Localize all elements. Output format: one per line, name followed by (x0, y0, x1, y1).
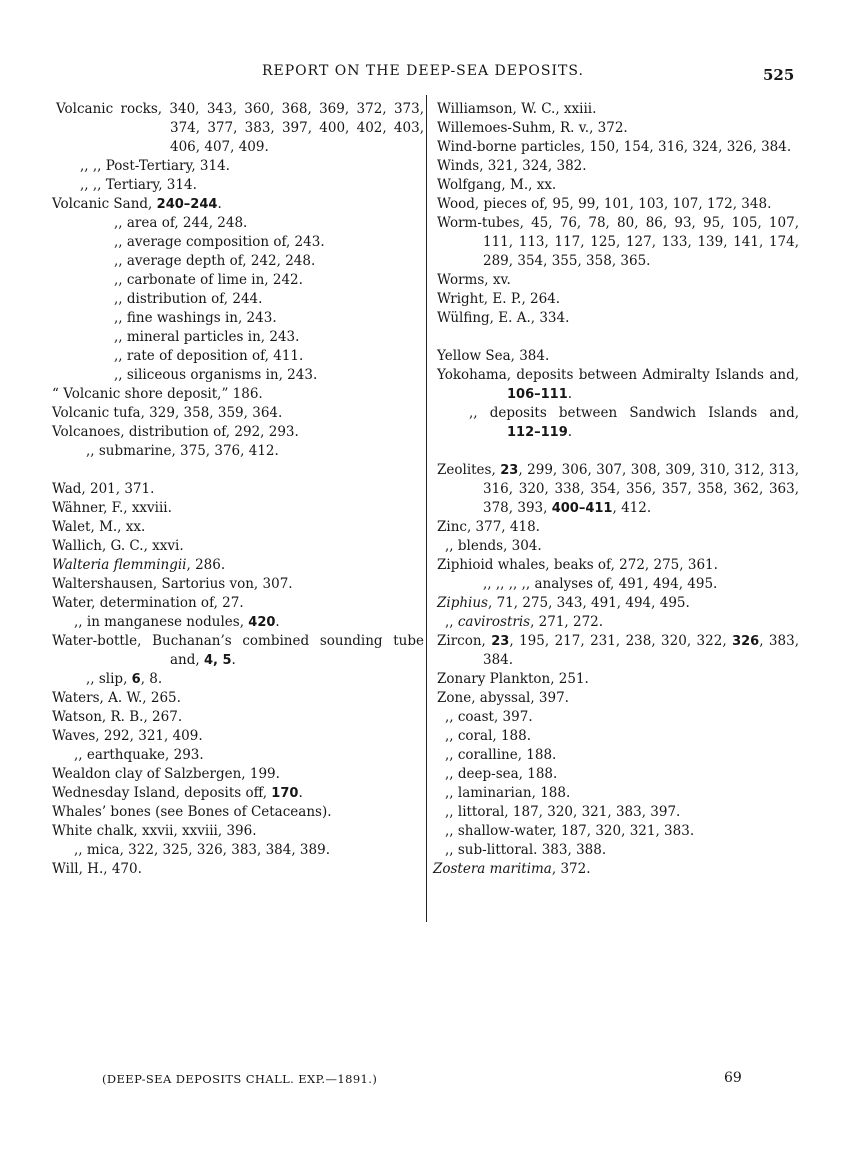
index-entry: Walet, M., xx. (52, 519, 146, 535)
index-subentry: ,, submarine, 375, 376, 412. (86, 443, 279, 459)
index-subentry: ,, deep-sea, 188. (445, 766, 558, 782)
index-entry: Wind-borne particles, 150, 154, 316, 324, 326, 384. (437, 139, 792, 155)
index-entry: Wealdon clay of Salzbergen, 199. (52, 766, 280, 782)
index-entry-continuation: and, 4, 5. (170, 652, 236, 668)
index-entry: Wähner, F., xxviii. (52, 500, 172, 516)
index-entry: Yellow Sea, 384. (437, 348, 550, 364)
index-subentry: ,, distribution of, 244. (114, 291, 263, 307)
index-entry: Wallich, G. C., xxvi. (52, 538, 184, 554)
index-entry: White chalk, xxvii, xxviii, 396. (52, 823, 257, 839)
index-entry: Willemoes-Suhm, R. v., 372. (437, 120, 628, 136)
index-entry: Volcanic Sand, 240–244. (52, 196, 222, 212)
index-entry: Volcanoes, distribution of, 292, 293. (52, 424, 299, 440)
index-subentry: ,, cavirostris, 271, 272. (445, 614, 604, 630)
index-entry: Volcanic tufa, 329, 358, 359, 364. (52, 405, 283, 421)
index-entry: Walteria flemmingii, 286. (52, 557, 226, 573)
index-entry: Wood, pieces of, 95, 99, 101, 103, 107, 172, 348. (437, 196, 772, 212)
index-entry-continuation: 112–119. (507, 424, 573, 440)
index-subentry: ,, ,, Tertiary, 314. (80, 177, 197, 193)
index-subentry: ,, area of, 244, 248. (114, 215, 248, 231)
index-entry: Water-bottle, Buchanan’s combined sounding tube (52, 633, 424, 649)
index-subentry: ,, deposits between Sandwich Islands and, (469, 405, 799, 421)
index-entry: Zostera maritima, 372. (433, 861, 591, 877)
index-entry-continuation: 111, 113, 117, 125, 127, 133, 139, 141, 174, (483, 234, 799, 250)
index-entry: Waves, 292, 321, 409. (52, 728, 203, 744)
index-entry-continuation: 106–111. (507, 386, 573, 402)
index-entry: Wright, E. P., 264. (437, 291, 561, 307)
index-entry: Whales’ bones (see Bones of Cetaceans). (52, 804, 332, 820)
running-head: REPORT ON THE DEEP-SEA DEPOSITS. (262, 63, 584, 79)
index-subentry: ,, coral, 188. (445, 728, 532, 744)
index-subentry: ,, carbonate of lime in, 242. (114, 272, 303, 288)
index-subentry: ,, sub-littoral. 383, 388. (445, 842, 607, 858)
index-entry-continuation: 316, 320, 338, 354, 356, 357, 358, 362, 363, (483, 481, 799, 497)
index-subentry: ,, shallow-water, 187, 320, 321, 383. (445, 823, 695, 839)
index-column-left (52, 100, 424, 879)
index-subentry: ,, ,, ,, ,, analyses of, 491, 494, 495. (483, 576, 718, 592)
index-subentry: ,, fine washings in, 243. (114, 310, 277, 326)
index-subentry: ,, siliceous organisms in, 243. (114, 367, 318, 383)
index-entry: Worm-tubes, 45, 76, 78, 80, 86, 93, 95, 105, 107, (437, 215, 799, 231)
index-subentry: ,, ,, Post-Tertiary, 314. (80, 158, 230, 174)
index-entry: Zone, abyssal, 397. (437, 690, 569, 706)
index-subentry: ,, average depth of, 242, 248. (114, 253, 316, 269)
index-subentry: ,, slip, 6, 8. (86, 671, 163, 687)
index-subentry: ,, earthquake, 293. (74, 747, 204, 763)
index-entry-continuation: 384. (483, 652, 514, 668)
footer-citation: (DEEP-SEA DEPOSITS CHALL. EXP.—1891.) (102, 1072, 378, 1086)
index-entry-continuation: 289, 354, 355, 358, 365. (483, 253, 651, 269)
index-entry-continuation: 378, 393, 400–411, 412. (483, 500, 652, 516)
index-entry: Zonary Plankton, 251. (437, 671, 589, 687)
index-entry: Ziphioid whales, beaks of, 272, 275, 361. (437, 557, 718, 573)
index-subentry: ,, rate of deposition of, 411. (114, 348, 304, 364)
index-entry: Will, H., 470. (52, 861, 142, 877)
index-entry: Williamson, W. C., xxiii. (437, 101, 597, 117)
index-subentry: ,, coralline, 188. (445, 747, 557, 763)
index-entry: Wednesday Island, deposits off, 170. (52, 785, 303, 801)
index-entry-continuation: 374, 377, 383, 397, 400, 402, 403, (170, 120, 424, 136)
column-divider (426, 95, 427, 922)
index-entry: Watson, R. B., 267. (52, 709, 183, 725)
index-column-right (433, 100, 800, 879)
index-entry: Yokohama, deposits between Admiralty Islands and, (437, 367, 799, 383)
index-subentry: ,, in manganese nodules, 420. (74, 614, 280, 630)
index-entry: Wolfgang, M., xx. (437, 177, 557, 193)
index-subentry: ,, mica, 322, 325, 326, 383, 384, 389. (74, 842, 330, 858)
index-entry: Wülfing, E. A., 334. (437, 310, 570, 326)
index-entry: Volcanic rocks, 340, 343, 360, 368, 369, 372, 373, (56, 101, 424, 117)
index-entry: Zinc, 377, 418. (437, 519, 540, 535)
index-entry: Winds, 321, 324, 382. (437, 158, 587, 174)
index-entry: Ziphius, 71, 275, 343, 491, 494, 495. (437, 595, 690, 611)
index-subentry: ,, littoral, 187, 320, 321, 383, 397. (445, 804, 681, 820)
index-entry: Water, determination of, 27. (52, 595, 244, 611)
index-subentry: ,, average composition of, 243. (114, 234, 325, 250)
index-subentry: ,, blends, 304. (445, 538, 542, 554)
index-entry: Zircon, 23, 195, 217, 231, 238, 320, 322, 326, 383, (437, 633, 799, 649)
index-subentry: ,, laminarian, 188. (445, 785, 571, 801)
index-entry: Worms, xv. (437, 272, 511, 288)
index-entry: Wad, 201, 371. (52, 481, 155, 497)
index-entry: “ Volcanic shore deposit,” 186. (52, 386, 263, 402)
index-subentry: ,, coast, 397. (445, 709, 533, 725)
index-entry: Waters, A. W., 265. (52, 690, 181, 706)
index-entry: Waltershausen, Sartorius von, 307. (52, 576, 293, 592)
index-entry-continuation: 406, 407, 409. (170, 139, 269, 155)
page-number: 525 (763, 66, 795, 84)
index-entry: Zeolites, 23, 299, 306, 307, 308, 309, 310, 312, 313, (437, 462, 800, 478)
index-subentry: ,, mineral particles in, 243. (114, 329, 300, 345)
signature-mark: 69 (724, 1070, 742, 1086)
